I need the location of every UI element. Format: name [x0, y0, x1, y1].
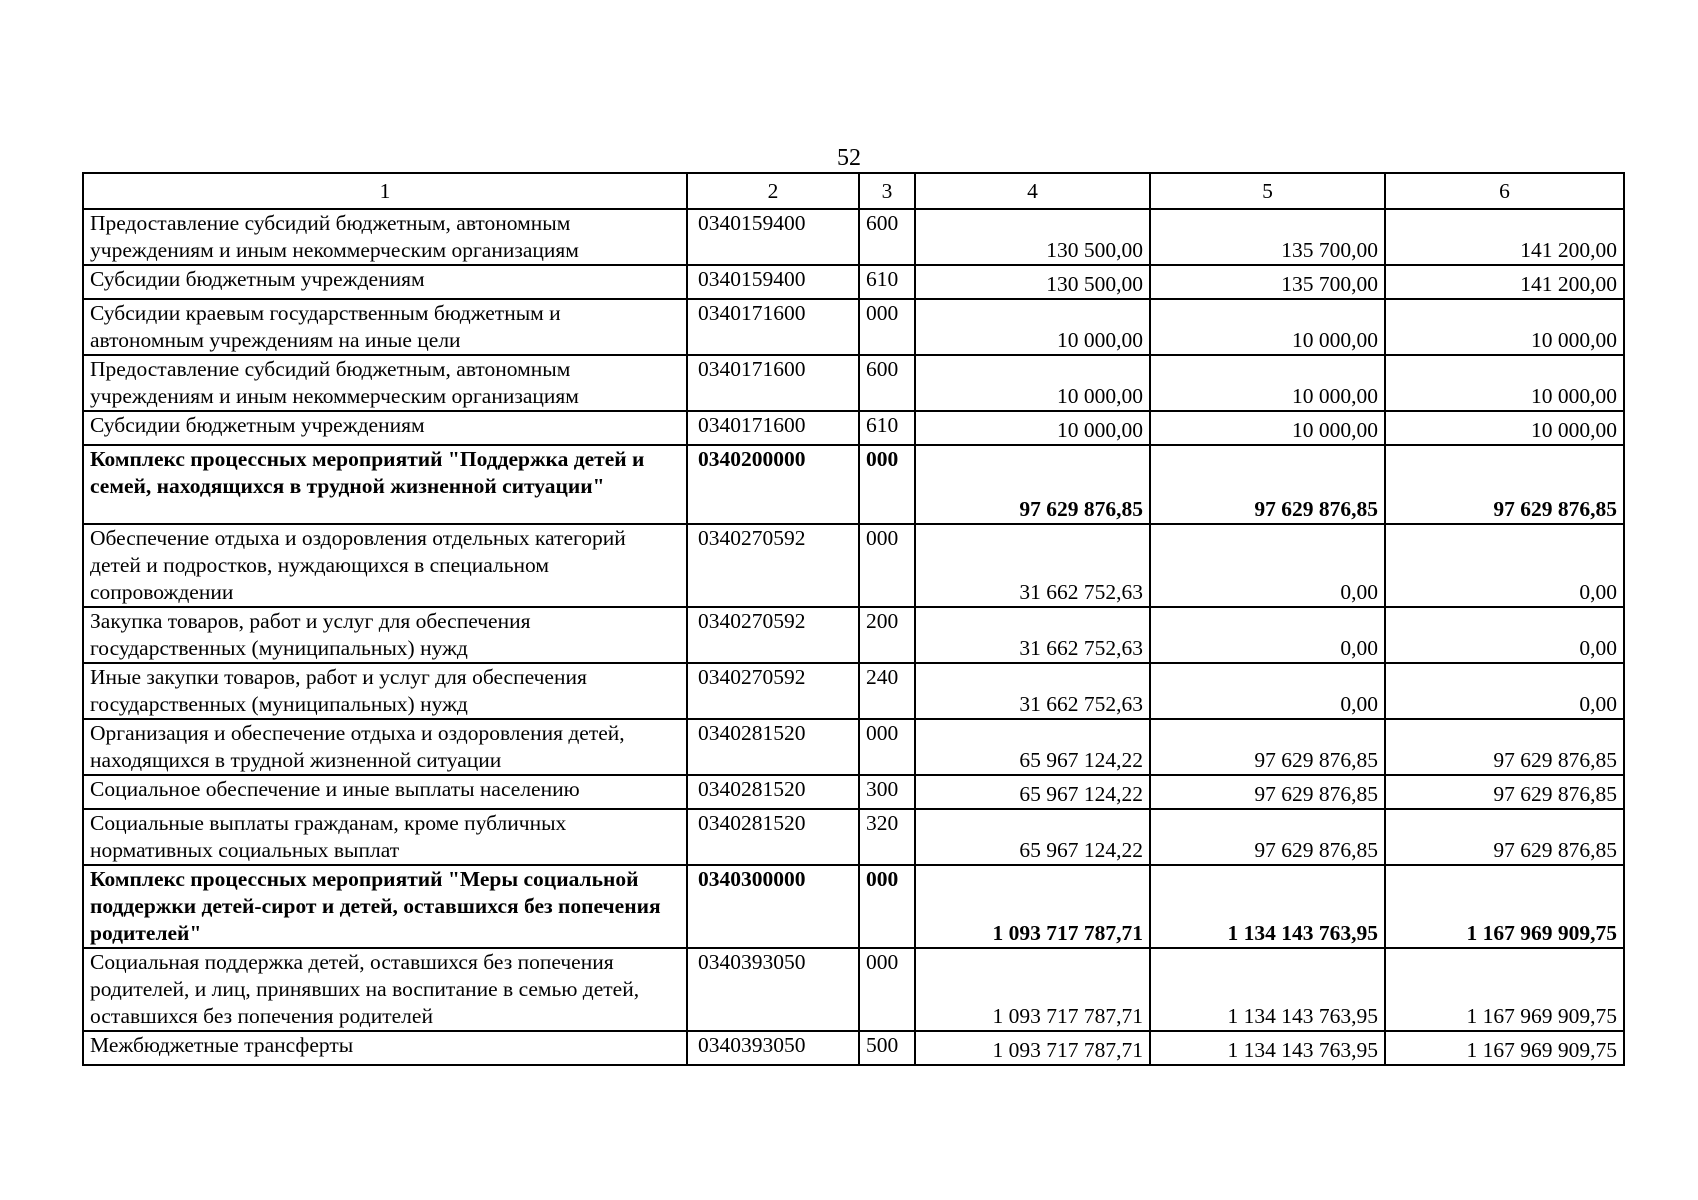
row-value-col4: 10 000,00 [915, 411, 1150, 445]
row-value-col6: 1 167 969 909,75 [1385, 1031, 1624, 1065]
row-value-col5: 1 134 143 763,95 [1150, 865, 1385, 948]
row-name: Закупка товаров, работ и услуг для обеспечения государственных (муниципальных) нужд [83, 607, 687, 663]
row-value-col5: 0,00 [1150, 663, 1385, 719]
table-body [83, 209, 1624, 1065]
row-value-col4: 10 000,00 [915, 299, 1150, 355]
row-name: Предоставление субсидий бюджетным, автономным учреждениям и иным некоммерческим организациям [83, 209, 687, 265]
header-col-6: 6 [1385, 173, 1624, 209]
header-col-3: 3 [859, 173, 915, 209]
row-value-col5: 0,00 [1150, 607, 1385, 663]
row-code: 0340393050 [687, 1031, 859, 1065]
row-expense-type: 610 [859, 265, 915, 299]
row-value-col6: 10 000,00 [1385, 411, 1624, 445]
page-number: 52 [837, 145, 861, 171]
row-name: Иные закупки товаров, работ и услуг для обеспечения государственных (муниципальных) нужд [83, 663, 687, 719]
row-code: 0340393050 [687, 948, 859, 1031]
row-value-col5: 10 000,00 [1150, 411, 1385, 445]
row-value-col6: 10 000,00 [1385, 299, 1624, 355]
row-value-col6: 0,00 [1385, 607, 1624, 663]
row-expense-type: 300 [859, 775, 915, 809]
table-row [83, 719, 1624, 775]
row-value-col4: 97 629 876,85 [915, 445, 1150, 524]
row-expense-type: 000 [859, 299, 915, 355]
row-value-col5: 1 134 143 763,95 [1150, 948, 1385, 1031]
row-name: Социальная поддержка детей, оставшихся без попечения родителей, и лиц, принявших на воспитание в семью детей, оставшихся без попечения родителей [83, 948, 687, 1031]
row-expense-type: 000 [859, 524, 915, 607]
table-row [83, 355, 1624, 411]
row-value-col5: 10 000,00 [1150, 355, 1385, 411]
table-row [83, 948, 1624, 1031]
header-col-1: 1 [83, 173, 687, 209]
row-code: 0340270592 [687, 607, 859, 663]
table-row [83, 663, 1624, 719]
row-name: Организация и обеспечение отдыха и оздоровления детей, находящихся в трудной жизненной ситуации [83, 719, 687, 775]
row-expense-type: 600 [859, 209, 915, 265]
header-col-4: 4 [915, 173, 1150, 209]
row-value-col5: 10 000,00 [1150, 299, 1385, 355]
row-expense-type: 600 [859, 355, 915, 411]
row-code: 0340171600 [687, 411, 859, 445]
header-col-2: 2 [687, 173, 859, 209]
row-code: 0340159400 [687, 209, 859, 265]
row-name: Социальные выплаты гражданам, кроме публичных нормативных социальных выплат [83, 809, 687, 865]
row-value-col6: 1 167 969 909,75 [1385, 865, 1624, 948]
row-expense-type: 320 [859, 809, 915, 865]
row-code: 0340200000 [687, 445, 859, 524]
row-code: 0340270592 [687, 663, 859, 719]
row-name: Обеспечение отдыха и оздоровления отдельных категорий детей и подростков, нуждающихся в специальном сопровождении [83, 524, 687, 607]
row-value-col6: 97 629 876,85 [1385, 809, 1624, 865]
row-expense-type: 000 [859, 445, 915, 524]
row-value-col5: 97 629 876,85 [1150, 445, 1385, 524]
row-value-col6: 97 629 876,85 [1385, 445, 1624, 524]
table-row [83, 265, 1624, 299]
row-value-col6: 10 000,00 [1385, 355, 1624, 411]
row-expense-type: 240 [859, 663, 915, 719]
row-code: 0340281520 [687, 719, 859, 775]
row-value-col5: 135 700,00 [1150, 265, 1385, 299]
row-name: Комплекс процессных мероприятий "Меры социальной поддержки детей-сирот и детей, оставшихся без попечения родителей" [83, 865, 687, 948]
table-row [83, 1031, 1624, 1065]
table-header [83, 173, 1624, 209]
row-name: Предоставление субсидий бюджетным, автономным учреждениям и иным некоммерческим организациям [83, 355, 687, 411]
row-name: Социальное обеспечение и иные выплаты населению [83, 775, 687, 809]
row-value-col6: 97 629 876,85 [1385, 719, 1624, 775]
row-value-col5: 1 134 143 763,95 [1150, 1031, 1385, 1065]
row-value-col4: 130 500,00 [915, 209, 1150, 265]
table-row [83, 299, 1624, 355]
row-name: Субсидии краевым государственным бюджетным и автономным учреждениям на иные цели [83, 299, 687, 355]
budget-table [82, 172, 1625, 1066]
row-value-col5: 135 700,00 [1150, 209, 1385, 265]
row-value-col6: 0,00 [1385, 524, 1624, 607]
row-value-col6: 1 167 969 909,75 [1385, 948, 1624, 1031]
row-name: Субсидии бюджетным учреждениям [83, 265, 687, 299]
row-value-col4: 10 000,00 [915, 355, 1150, 411]
row-name: Субсидии бюджетным учреждениям [83, 411, 687, 445]
row-value-col4: 1 093 717 787,71 [915, 948, 1150, 1031]
row-value-col6: 141 200,00 [1385, 265, 1624, 299]
row-value-col4: 65 967 124,22 [915, 775, 1150, 809]
row-code: 0340171600 [687, 355, 859, 411]
table-row [83, 607, 1624, 663]
row-value-col4: 31 662 752,63 [915, 607, 1150, 663]
row-value-col5: 97 629 876,85 [1150, 719, 1385, 775]
table-row [83, 445, 1624, 524]
row-code: 0340300000 [687, 865, 859, 948]
row-name: Комплекс процессных мероприятий "Поддержка детей и семей, находящихся в трудной жизненной ситуации" [83, 445, 687, 524]
row-expense-type: 610 [859, 411, 915, 445]
row-value-col4: 65 967 124,22 [915, 719, 1150, 775]
table-row [83, 524, 1624, 607]
row-expense-type: 500 [859, 1031, 915, 1065]
row-value-col5: 0,00 [1150, 524, 1385, 607]
row-expense-type: 000 [859, 719, 915, 775]
table-row [83, 209, 1624, 265]
row-value-col4: 1 093 717 787,71 [915, 865, 1150, 948]
row-value-col6: 141 200,00 [1385, 209, 1624, 265]
row-value-col4: 65 967 124,22 [915, 809, 1150, 865]
row-value-col4: 31 662 752,63 [915, 524, 1150, 607]
row-expense-type: 000 [859, 865, 915, 948]
row-value-col5: 97 629 876,85 [1150, 809, 1385, 865]
row-code: 0340171600 [687, 299, 859, 355]
row-code: 0340281520 [687, 809, 859, 865]
table-row [83, 865, 1624, 948]
header-row [83, 173, 1624, 209]
row-code: 0340159400 [687, 265, 859, 299]
row-value-col6: 0,00 [1385, 663, 1624, 719]
row-expense-type: 200 [859, 607, 915, 663]
row-code: 0340281520 [687, 775, 859, 809]
row-value-col4: 1 093 717 787,71 [915, 1031, 1150, 1065]
row-value-col6: 97 629 876,85 [1385, 775, 1624, 809]
header-col-5: 5 [1150, 173, 1385, 209]
row-value-col5: 97 629 876,85 [1150, 775, 1385, 809]
row-value-col4: 130 500,00 [915, 265, 1150, 299]
row-code: 0340270592 [687, 524, 859, 607]
row-name: Межбюджетные трансферты [83, 1031, 687, 1065]
row-value-col4: 31 662 752,63 [915, 663, 1150, 719]
table-row [83, 775, 1624, 809]
row-expense-type: 000 [859, 948, 915, 1031]
table-row [83, 411, 1624, 445]
table-row [83, 809, 1624, 865]
